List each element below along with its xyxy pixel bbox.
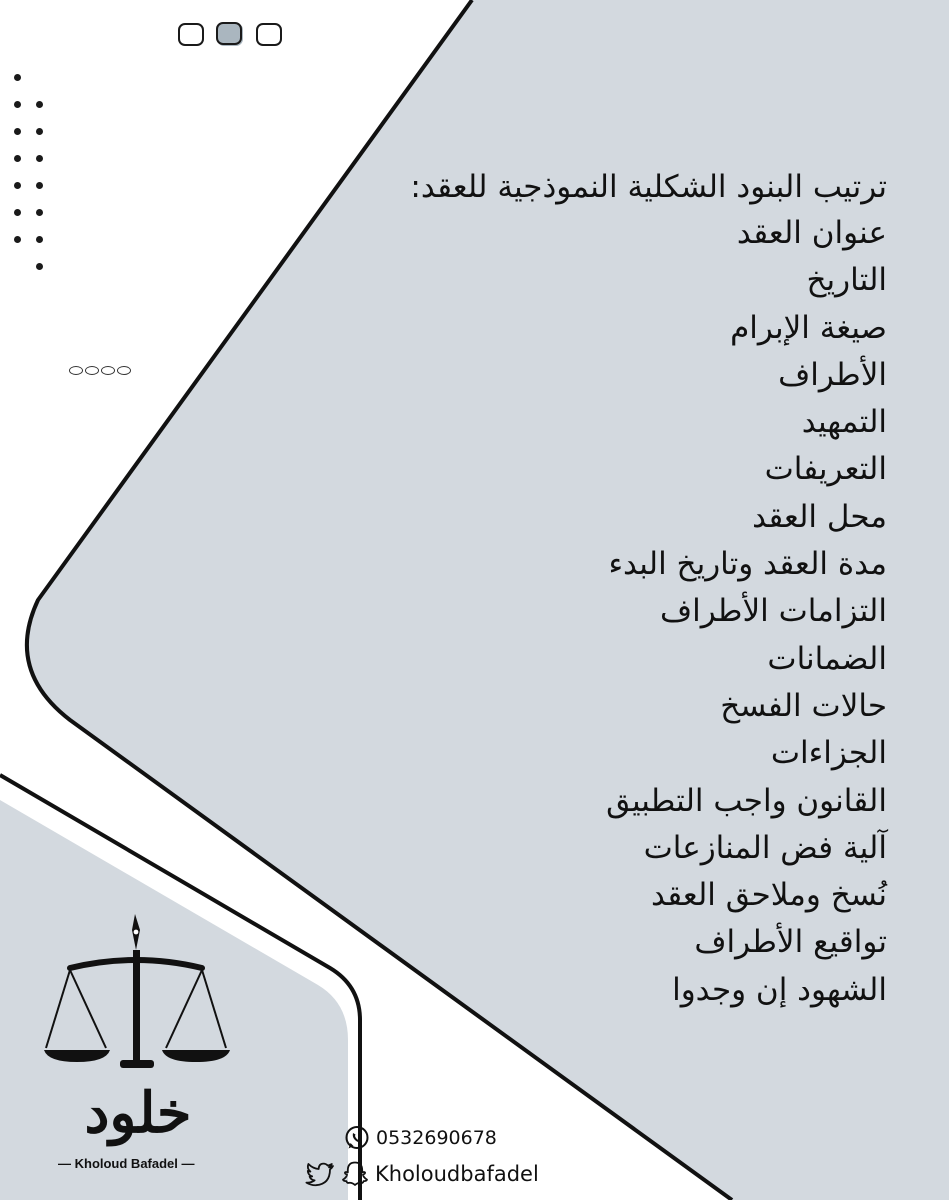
list-item: محل العقد <box>752 498 887 535</box>
snapchat-icon <box>341 1160 369 1188</box>
contract-clauses <box>327 164 887 1014</box>
dot-grid-icon <box>14 74 54 274</box>
list-item: التمهيد <box>801 404 887 441</box>
list-item: مدة العقد وتاريخ البدء <box>608 546 887 583</box>
list-item: الشهود إن وجدوا <box>672 971 887 1008</box>
logo-caption: — Kholoud Bafadel — <box>58 1156 195 1171</box>
page-title: ترتيب البنود الشكلية النموذجية للعقد: <box>410 169 887 205</box>
list-item: الضمانات <box>767 640 887 677</box>
window-button-middle-icon <box>217 23 243 46</box>
list-item: عنوان العقد <box>736 215 887 251</box>
social-contact <box>305 1160 539 1188</box>
list-item: القانون واجب التطبيق <box>606 782 887 819</box>
list-item: الأطراف <box>778 356 887 393</box>
social-handle: Kholoudbafadel <box>375 1162 539 1186</box>
list-item: آلية فض المنازعات <box>643 829 887 866</box>
oval-row-icon <box>69 366 131 375</box>
list-item: صيغة الإبرام <box>730 309 887 346</box>
list-item: تواقيع الأطراف <box>694 924 887 961</box>
window-button-left-icon <box>178 23 204 46</box>
window-controls <box>178 23 282 46</box>
whatsapp-icon <box>344 1125 370 1151</box>
list-item: حالات الفسخ <box>720 687 887 724</box>
phone-number: 0532690678 <box>376 1127 497 1149</box>
clause-list <box>327 210 887 1014</box>
list-item: التزامات الأطراف <box>659 593 887 630</box>
list-item: نُسخ وملاحق العقد <box>650 877 887 914</box>
list-item: الجزاءات <box>770 735 887 772</box>
list-item: التعريفات <box>764 451 887 488</box>
logo-script: خلود <box>84 1080 192 1146</box>
scales-of-justice-icon <box>40 910 240 1160</box>
window-button-right-icon <box>256 23 282 46</box>
list-item: التاريخ <box>806 262 887 299</box>
phone-contact <box>344 1125 497 1151</box>
twitter-icon <box>305 1161 335 1187</box>
